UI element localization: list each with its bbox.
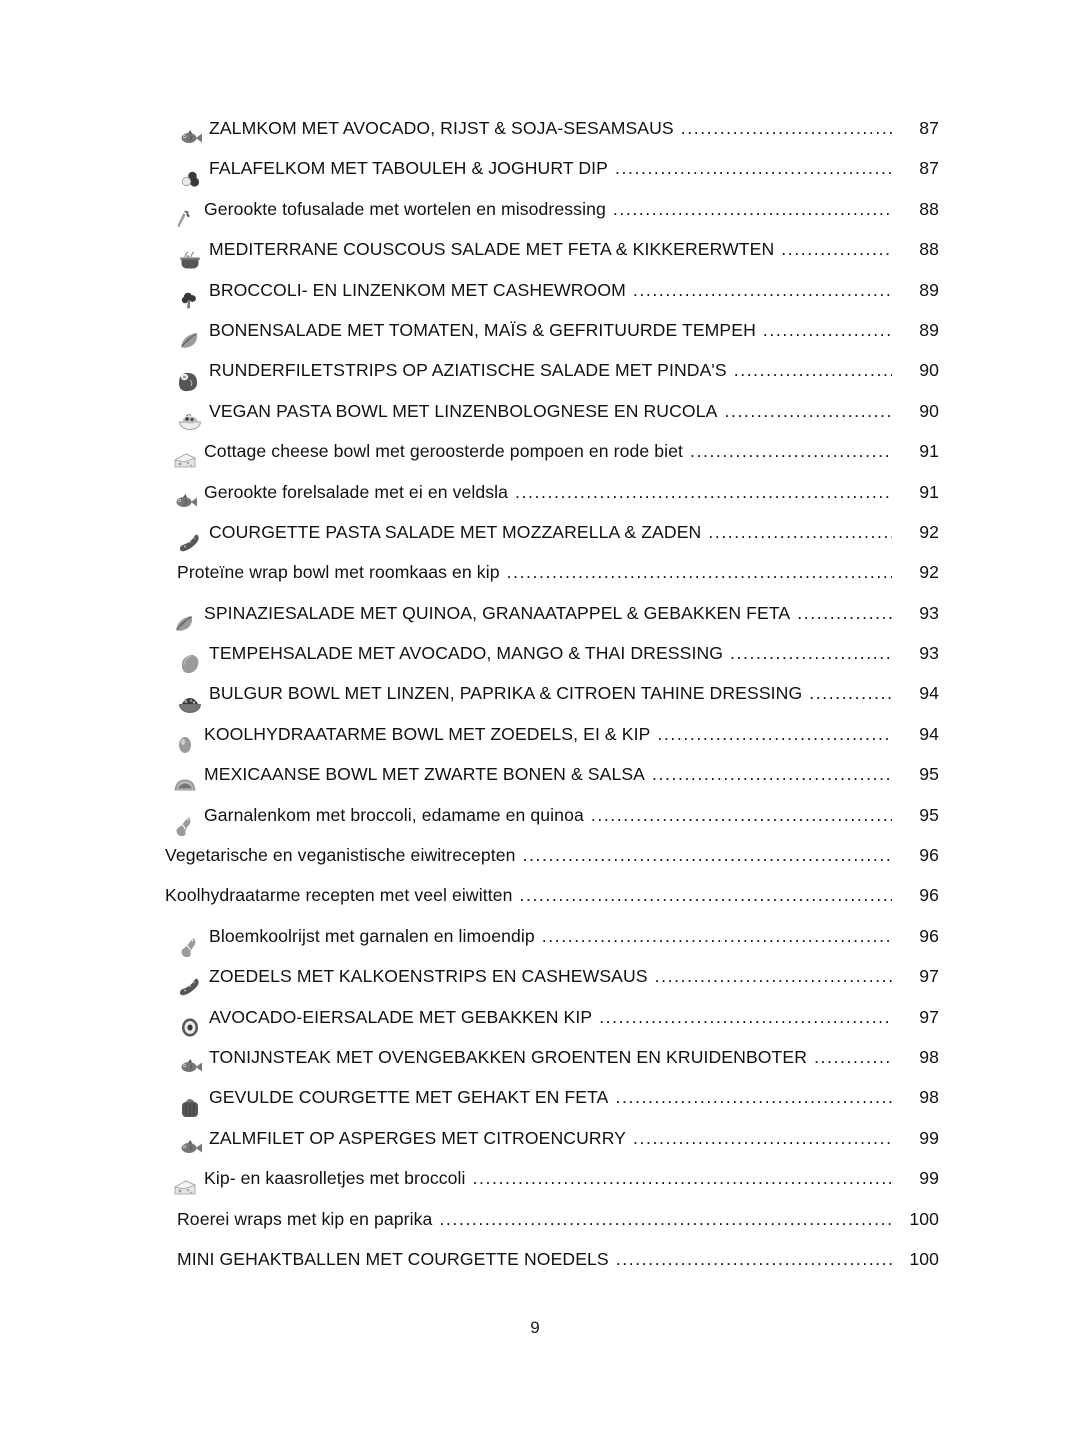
toc-leader-dots	[809, 685, 892, 703]
toc-entry-title: BROCCOLI- EN LINZENKOM MET CASHEWROOM	[209, 279, 626, 300]
toc-entry[interactable]	[0, 845, 1070, 885]
toc-leader-dots	[814, 1049, 892, 1067]
toc-entry-title: Vegetarische en veganistische eiwitrecepten	[165, 845, 516, 866]
toc-leader-dots	[507, 564, 892, 582]
toc-entry-title: Garnalenkom met broccoli, edamame en quinoa	[204, 804, 584, 825]
toc-entry[interactable]	[0, 603, 1070, 643]
zucchini-icon	[177, 1097, 203, 1119]
toc-entry-page-number: 92	[919, 521, 939, 542]
toc-entry-page-number: 99	[919, 1127, 939, 1148]
toc-entry[interactable]	[0, 158, 1070, 198]
toc-entry-page-number: 98	[919, 1087, 939, 1108]
toc-leader-dots	[473, 1170, 892, 1188]
toc-entry-page-number: 87	[919, 118, 939, 138]
toc-entry-title: MEXICAANSE BOWL MET ZWARTE BONEN & SALSA	[204, 764, 645, 785]
toc-entry-title: Kip- en kaasrolletjes met broccoli	[204, 1168, 466, 1189]
toc-entry-title: Gerookte tofusalade met wortelen en misodressing	[204, 198, 606, 219]
toc-entry-page-number: 96	[919, 925, 939, 946]
toc-entry-title: SPINAZIESALADE MET QUINOA, GRANAATAPPEL & GEBAKKEN FETA	[204, 602, 791, 623]
toc-entry[interactable]	[0, 1128, 1070, 1168]
toc-leader-dots	[599, 1009, 892, 1027]
toc-entry-page-number: 94	[919, 723, 939, 744]
toc-entry-page-number: 89	[919, 279, 939, 300]
fish-icon	[177, 1056, 203, 1078]
toc-leader-dots	[515, 484, 892, 502]
toc-entry[interactable]	[0, 360, 1070, 400]
toc-leader-dots	[542, 928, 892, 946]
fish-icon	[177, 127, 203, 149]
toc-entry-title: MINI GEHAKTBALLEN MET COURGETTE NOEDELS	[177, 1248, 609, 1269]
shrimp-icon	[172, 814, 198, 836]
toc-entry[interactable]	[0, 199, 1070, 239]
toc-leader-dots	[652, 766, 892, 784]
toc-leader-dots	[797, 605, 892, 623]
toc-entry[interactable]	[0, 280, 1070, 320]
cucumber-icon	[177, 531, 203, 553]
toc-entry-page-number: 97	[919, 966, 939, 987]
toc-entry-page-number: 92	[919, 562, 939, 583]
toc-leader-dots	[781, 241, 892, 259]
shrimp-icon	[177, 935, 203, 957]
toc-entry-page-number: 95	[919, 764, 939, 785]
mango-icon	[177, 652, 203, 674]
falafel-icon	[177, 168, 203, 190]
toc-entry[interactable]	[0, 1249, 1070, 1289]
avocado-icon	[177, 1016, 203, 1038]
toc-entry-title: Proteïne wrap bowl met roomkaas en kip	[177, 562, 500, 583]
meat-cut-icon	[177, 370, 203, 392]
toc-entry[interactable]	[0, 1047, 1070, 1087]
toc-entry-title: RUNDERFILETSTRIPS OP AZIATISCHE SALADE MET PINDA'S	[209, 360, 727, 381]
page-folio: 9	[530, 1318, 540, 1337]
toc-entry[interactable]	[0, 926, 1070, 966]
toc-entry-title: AVOCADO-EIERSALADE MET GEBAKKEN KIP	[209, 1006, 593, 1027]
toc-entry-page-number: 94	[919, 683, 939, 704]
toc-entry[interactable]	[0, 239, 1070, 279]
toc-leader-dots	[724, 403, 892, 421]
toc-leader-dots	[734, 362, 892, 380]
toc-entry-page-number: 97	[919, 1006, 939, 1027]
toc-entry[interactable]	[0, 1087, 1070, 1127]
toc-entry[interactable]	[0, 764, 1070, 804]
toc-leader-dots	[708, 524, 892, 542]
toc-entry-title: Roerei wraps met kip en paprika	[177, 1208, 433, 1229]
cucumber-icon	[177, 975, 203, 997]
toc-leader-dots	[616, 1251, 892, 1269]
broccoli-icon	[177, 289, 203, 311]
toc-entry-title: COURGETTE PASTA SALADE MET MOZZARELLA & ZADEN	[209, 521, 702, 542]
toc-entry-title: TEMPEHSALADE MET AVOCADO, MANGO & THAI DRESSING	[209, 643, 724, 664]
toc-entry-title: ZALMFILET OP ASPERGES MET CITROENCURRY	[209, 1127, 627, 1148]
toc-entry-page-number: 96	[919, 845, 939, 866]
toc-entry[interactable]	[0, 643, 1070, 683]
fish-icon	[177, 1137, 203, 1159]
toc-entry[interactable]	[0, 1168, 1070, 1208]
cheese-icon	[172, 1177, 198, 1199]
toc-entry-page-number: 87	[919, 158, 939, 179]
table-of-contents	[0, 118, 1070, 1289]
toc-leader-dots	[613, 201, 892, 219]
toc-entry-page-number: 100	[909, 1248, 939, 1269]
toc-leader-dots	[633, 282, 892, 300]
toc-entry-title: TONIJNSTEAK MET OVENGEBAKKEN GROENTEN EN KRUIDENBOTER	[209, 1046, 808, 1067]
toc-leader-dots	[523, 847, 892, 865]
toc-entry[interactable]	[0, 805, 1070, 845]
leafy-green-icon	[172, 612, 198, 634]
egg-icon	[172, 733, 198, 755]
toc-entry[interactable]	[0, 522, 1070, 562]
toc-entry-page-number: 99	[919, 1168, 939, 1189]
toc-entry-page-number: 91	[919, 481, 939, 502]
toc-entry-title: VEGAN PASTA BOWL MET LINZENBOLOGNESE EN RUCOLA	[209, 400, 718, 421]
toc-entry-page-number: 98	[919, 1046, 939, 1067]
toc-leader-dots	[633, 1130, 892, 1148]
toc-leader-dots	[616, 1089, 892, 1107]
toc-entry-page-number: 91	[919, 441, 939, 462]
toc-entry-page-number: 90	[919, 400, 939, 421]
toc-leader-dots	[763, 322, 892, 340]
toc-entry-page-number: 95	[919, 804, 939, 825]
toc-entry-page-number: 88	[919, 239, 939, 260]
toc-leader-dots	[681, 120, 892, 138]
toc-entry-title: BONENSALADE MET TOMATEN, MAÏS & GEFRITUURDE TEMPEH	[209, 319, 756, 340]
toc-entry[interactable]	[0, 401, 1070, 441]
carrot-icon	[172, 208, 198, 230]
toc-leader-dots	[655, 968, 892, 986]
toc-leader-dots	[615, 160, 892, 178]
toc-entry[interactable]	[0, 1209, 1070, 1249]
toc-entry-page-number: 90	[919, 360, 939, 381]
toc-leader-dots	[439, 1211, 892, 1229]
toc-entry[interactable]	[0, 1007, 1070, 1047]
stew-pot-icon	[177, 248, 203, 270]
toc-entry[interactable]	[0, 885, 1070, 925]
toc-entry[interactable]	[0, 683, 1070, 723]
toc-entry-page-number: 88	[919, 198, 939, 219]
toc-entry-title: FALAFELKOM MET TABOULEH & JOGHURT DIP	[209, 158, 608, 179]
toc-leader-dots	[690, 443, 892, 461]
toc-entry[interactable]	[0, 724, 1070, 764]
toc-entry-title: KOOLHYDRAATARME BOWL MET ZOEDELS, EI & KIP	[204, 723, 651, 744]
toc-entry-page-number: 89	[919, 319, 939, 340]
toc-entry-page-number: 96	[919, 885, 939, 906]
food-bowl-icon	[177, 693, 203, 715]
toc-leader-dots	[519, 887, 892, 905]
taco-icon	[172, 773, 198, 795]
toc-leader-dots	[730, 645, 892, 663]
toc-entry-page-number: 100	[909, 1208, 939, 1229]
toc-entry-title: Cottage cheese bowl met geroosterde pompoen en rode biet	[204, 441, 683, 462]
toc-entry-title: Gerookte forelsalade met ei en veldsla	[204, 481, 509, 502]
toc-entry-page-number: 93	[919, 602, 939, 623]
toc-entry[interactable]	[0, 118, 1070, 158]
toc-entry-title: MEDITERRANE COUSCOUS SALADE MET FETA & KIKKERERWTEN	[209, 239, 775, 260]
toc-entry-title: Koolhydraatarme recepten met veel eiwitten	[165, 885, 513, 906]
toc-entry-title: GEVULDE COURGETTE MET GEHAKT EN FETA	[209, 1087, 609, 1108]
cheese-icon	[172, 450, 198, 472]
toc-entry[interactable]	[0, 482, 1070, 522]
toc-entry[interactable]	[0, 320, 1070, 360]
leafy-green-icon	[177, 329, 203, 351]
toc-entry-title: Bloemkoolrijst met garnalen en limoendip	[209, 925, 535, 946]
pasta-bowl-icon	[177, 410, 203, 432]
toc-entry[interactable]	[0, 966, 1070, 1006]
toc-leader-dots	[657, 726, 892, 744]
toc-entry-title: ZOEDELS MET KALKOENSTRIPS EN CASHEWSAUS	[209, 966, 648, 987]
toc-entry[interactable]	[0, 562, 1070, 602]
toc-entry-title: BULGUR BOWL MET LINZEN, PAPRIKA & CITROEN TAHINE DRESSING	[209, 683, 803, 704]
toc-entry-title: ZALMKOM MET AVOCADO, RIJST & SOJA-SESAMSAUS	[209, 118, 674, 138]
toc-entry[interactable]	[0, 441, 1070, 481]
fish-icon	[172, 491, 198, 513]
toc-leader-dots	[591, 807, 892, 825]
toc-entry-page-number: 93	[919, 643, 939, 664]
